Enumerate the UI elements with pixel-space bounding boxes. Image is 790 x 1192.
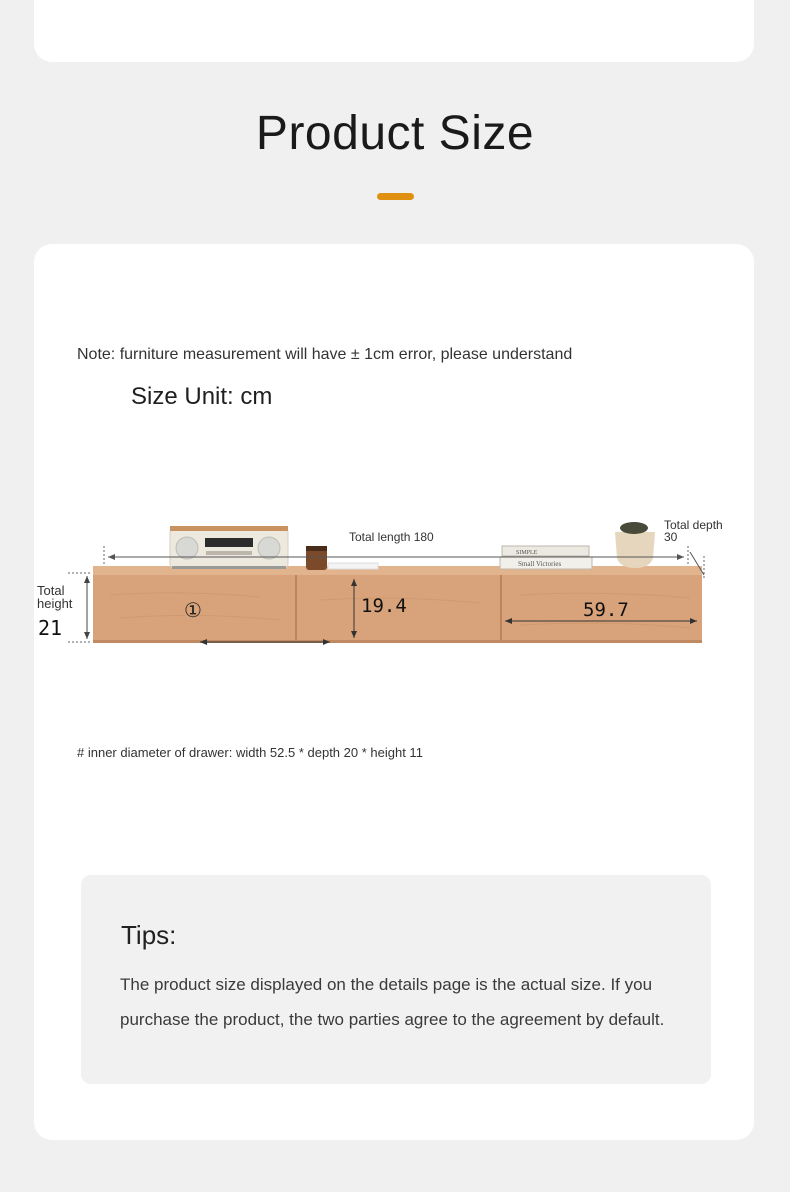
jar-decor	[306, 546, 327, 570]
page-title: Product Size	[255, 107, 535, 160]
total-depth-label: Total depth	[664, 518, 723, 532]
tray-decor	[328, 563, 378, 569]
drawer-height-label: 19.4	[361, 595, 407, 617]
tips-line-2: purchase the product, the two parties agree to the agreement by default.	[120, 1010, 665, 1029]
tv-cabinet-dimension-figure	[0, 500, 790, 670]
drawer-inner-dimension-note: # inner diameter of drawer: width 52.5 * depth 20 * height 11	[77, 745, 423, 760]
book-title-2: Small Victories	[518, 560, 562, 568]
cabinet-bottom-edge	[93, 640, 702, 643]
top-card	[34, 0, 754, 62]
plant-pot-decor	[615, 522, 655, 568]
measurement-note: Note: furniture measurement will have ± 1cm error, please understand	[77, 346, 573, 363]
drawer-marker: ①	[184, 598, 202, 622]
total-height-value: 21	[38, 616, 63, 640]
total-height-label-2: height	[37, 596, 73, 611]
tips-line-1: The product size displayed on the details page is the actual size. If you	[120, 975, 653, 994]
total-depth-value: 30	[664, 530, 678, 544]
drawer-width-label: 59.7	[583, 599, 629, 621]
total-height-label-1: Total	[37, 583, 65, 598]
tips-title: Tips:	[121, 920, 177, 950]
tv-cabinet-drawing	[0, 500, 790, 670]
title-accent-bar	[377, 193, 414, 200]
size-unit: Size Unit: cm	[131, 383, 273, 410]
tips-text	[120, 967, 690, 1037]
radio-decor	[170, 526, 288, 569]
total-length-label: Total length 180	[349, 530, 434, 544]
book-title-1: SIMPLE	[516, 550, 538, 556]
